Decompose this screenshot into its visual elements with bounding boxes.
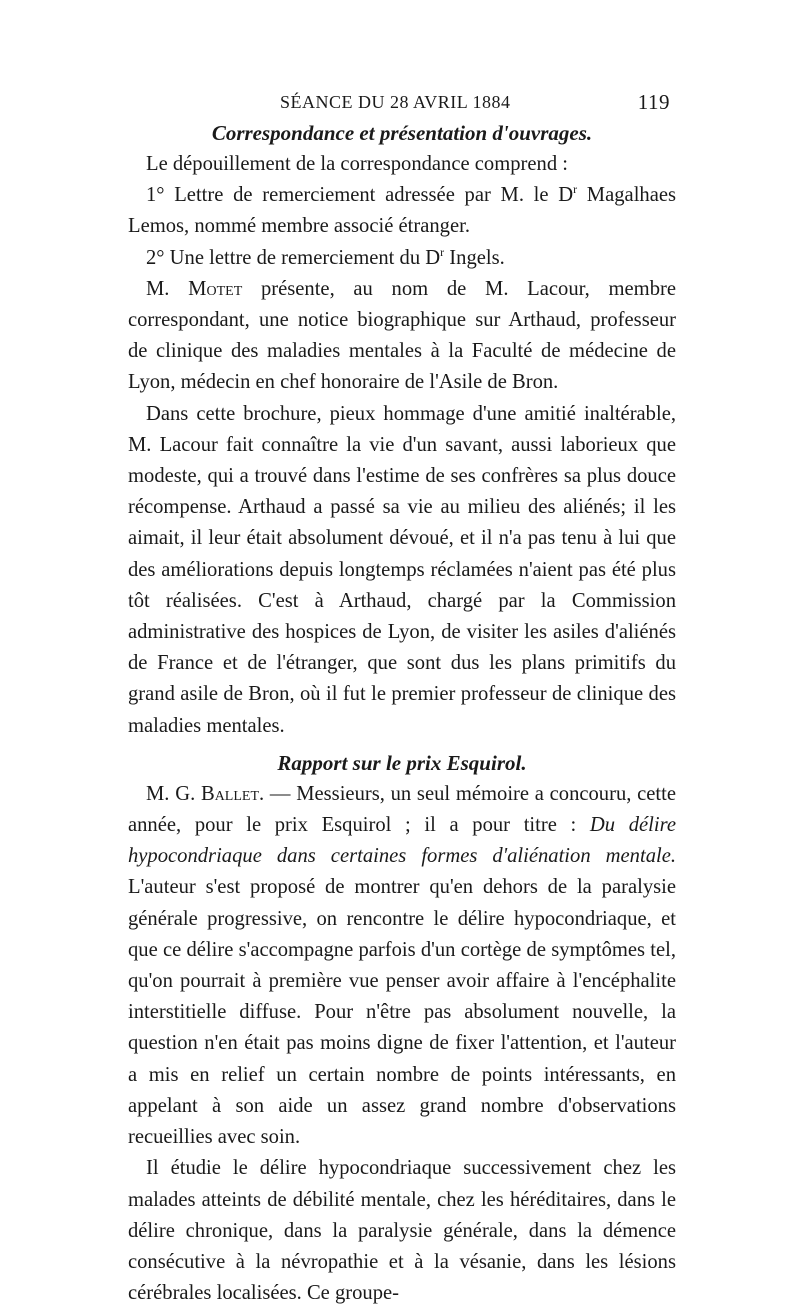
letter-1-sup: r bbox=[573, 182, 578, 197]
ballet-prefix: M. G. bbox=[146, 782, 201, 805]
ballet-text: . — Messieurs, un seul mémoire a concouru, cette année, pour le prix Esquirol ; il a pour titre : bbox=[128, 782, 677, 837]
paragraph-motet bbox=[128, 274, 676, 399]
letter-2-text: 2° Une lettre de remerciement du D bbox=[146, 246, 441, 269]
ballet-name: Ballet bbox=[200, 782, 260, 805]
page-number: 119 bbox=[637, 90, 670, 114]
paragraph-letter-1 bbox=[128, 180, 676, 242]
letter-1-text: 1° Lettre de remerciement adressée par M. le D bbox=[146, 184, 574, 207]
book-page bbox=[128, 88, 676, 1309]
ballet-rest: L'auteur s'est proposé de montrer qu'en dehors de la paralysie générale progressive, on rencontre le délire hypocondriaque, et que ce délire s'accompagne parfois d'un cortège de symptômes tel, qu'on pourrait à première vue penser avoir affaire à l'encéphalite interstitielle diffuse. Pour n'être pas absolument nouvelle, la question n'en était pas moins digne de fixer l'attention, et l'auteur a mis en relief un certain nombre de points intéressants, en appelant à son aide un assez grand nombre d'observations recueillies avec soin. bbox=[128, 876, 676, 1149]
section-title-correspondance: Correspondance et présentation d'ouvrages. bbox=[211, 121, 593, 145]
paragraph-brochure: Dans cette brochure, pieux hommage d'une amitié inaltérable, M. Lacour fait connaître la vie d'un savant, aussi laborieux que modeste, qui a trouvé dans l'estime de ses confrères sa plus douce récompense. Arthaud a passé sa vie au milieu des aliénés; il les aimait, il leur était absolument dévoué, et il n'a pas tenu à lui que des améliorations depuis longtemps réclamées n'aient pas été plus tôt réalisées. C'est à Arthaud, chargé par la Commission administrative des hospices de Lyon, de visiter les asiles d'aliénés de France et de l'étranger, que sont dus les plans primitifs du grand asile de Bron, où il fut le premier professeur de clinique des maladies mentales. bbox=[128, 402, 676, 737]
memoir-title: Du délire hypocondriaque dans certaines formes d'aliénation mentale. bbox=[128, 814, 676, 868]
letter-2-rest: Ingels. bbox=[444, 246, 505, 269]
paragraph-letter-2 bbox=[128, 243, 676, 274]
section-title-esquirol bbox=[128, 748, 676, 779]
letter-2-sup: r bbox=[440, 244, 445, 259]
paragraph-correspondance-intro: Le dépouillement de la correspondance comprend : bbox=[146, 153, 569, 175]
motet-prefix: M. bbox=[146, 277, 189, 300]
esquirol-title-text: Rapport sur le prix Esquirol. bbox=[277, 750, 527, 775]
running-title: SÉANCE DU 28 AVRIL 1884 bbox=[280, 92, 511, 112]
letter-1-rest: Magalhaes Lemos, nommé membre associé étranger. bbox=[128, 184, 677, 238]
paragraph-ballet bbox=[128, 779, 676, 1153]
motet-name: Motet bbox=[188, 277, 243, 300]
paragraph-delire-study: Il étudie le délire hypocondriaque successivement chez les malades atteints de débilité mentale, chez les héréditaires, dans le délire chronique, dans la paralysie générale, dans la démence consécutive à la névropathie et à la vésanie, dans les lésions cérébrales localisées. Ce groupe- bbox=[128, 1157, 676, 1305]
motet-text: présente, au nom de M. Lacour, membre correspondant, une notice biographique sur Arthaud, professeur de clinique des maladies mentales à la Faculté de médecine de Lyon, médecin en chef honoraire de l'Asile de Bron. bbox=[128, 277, 676, 394]
running-header bbox=[128, 88, 676, 118]
